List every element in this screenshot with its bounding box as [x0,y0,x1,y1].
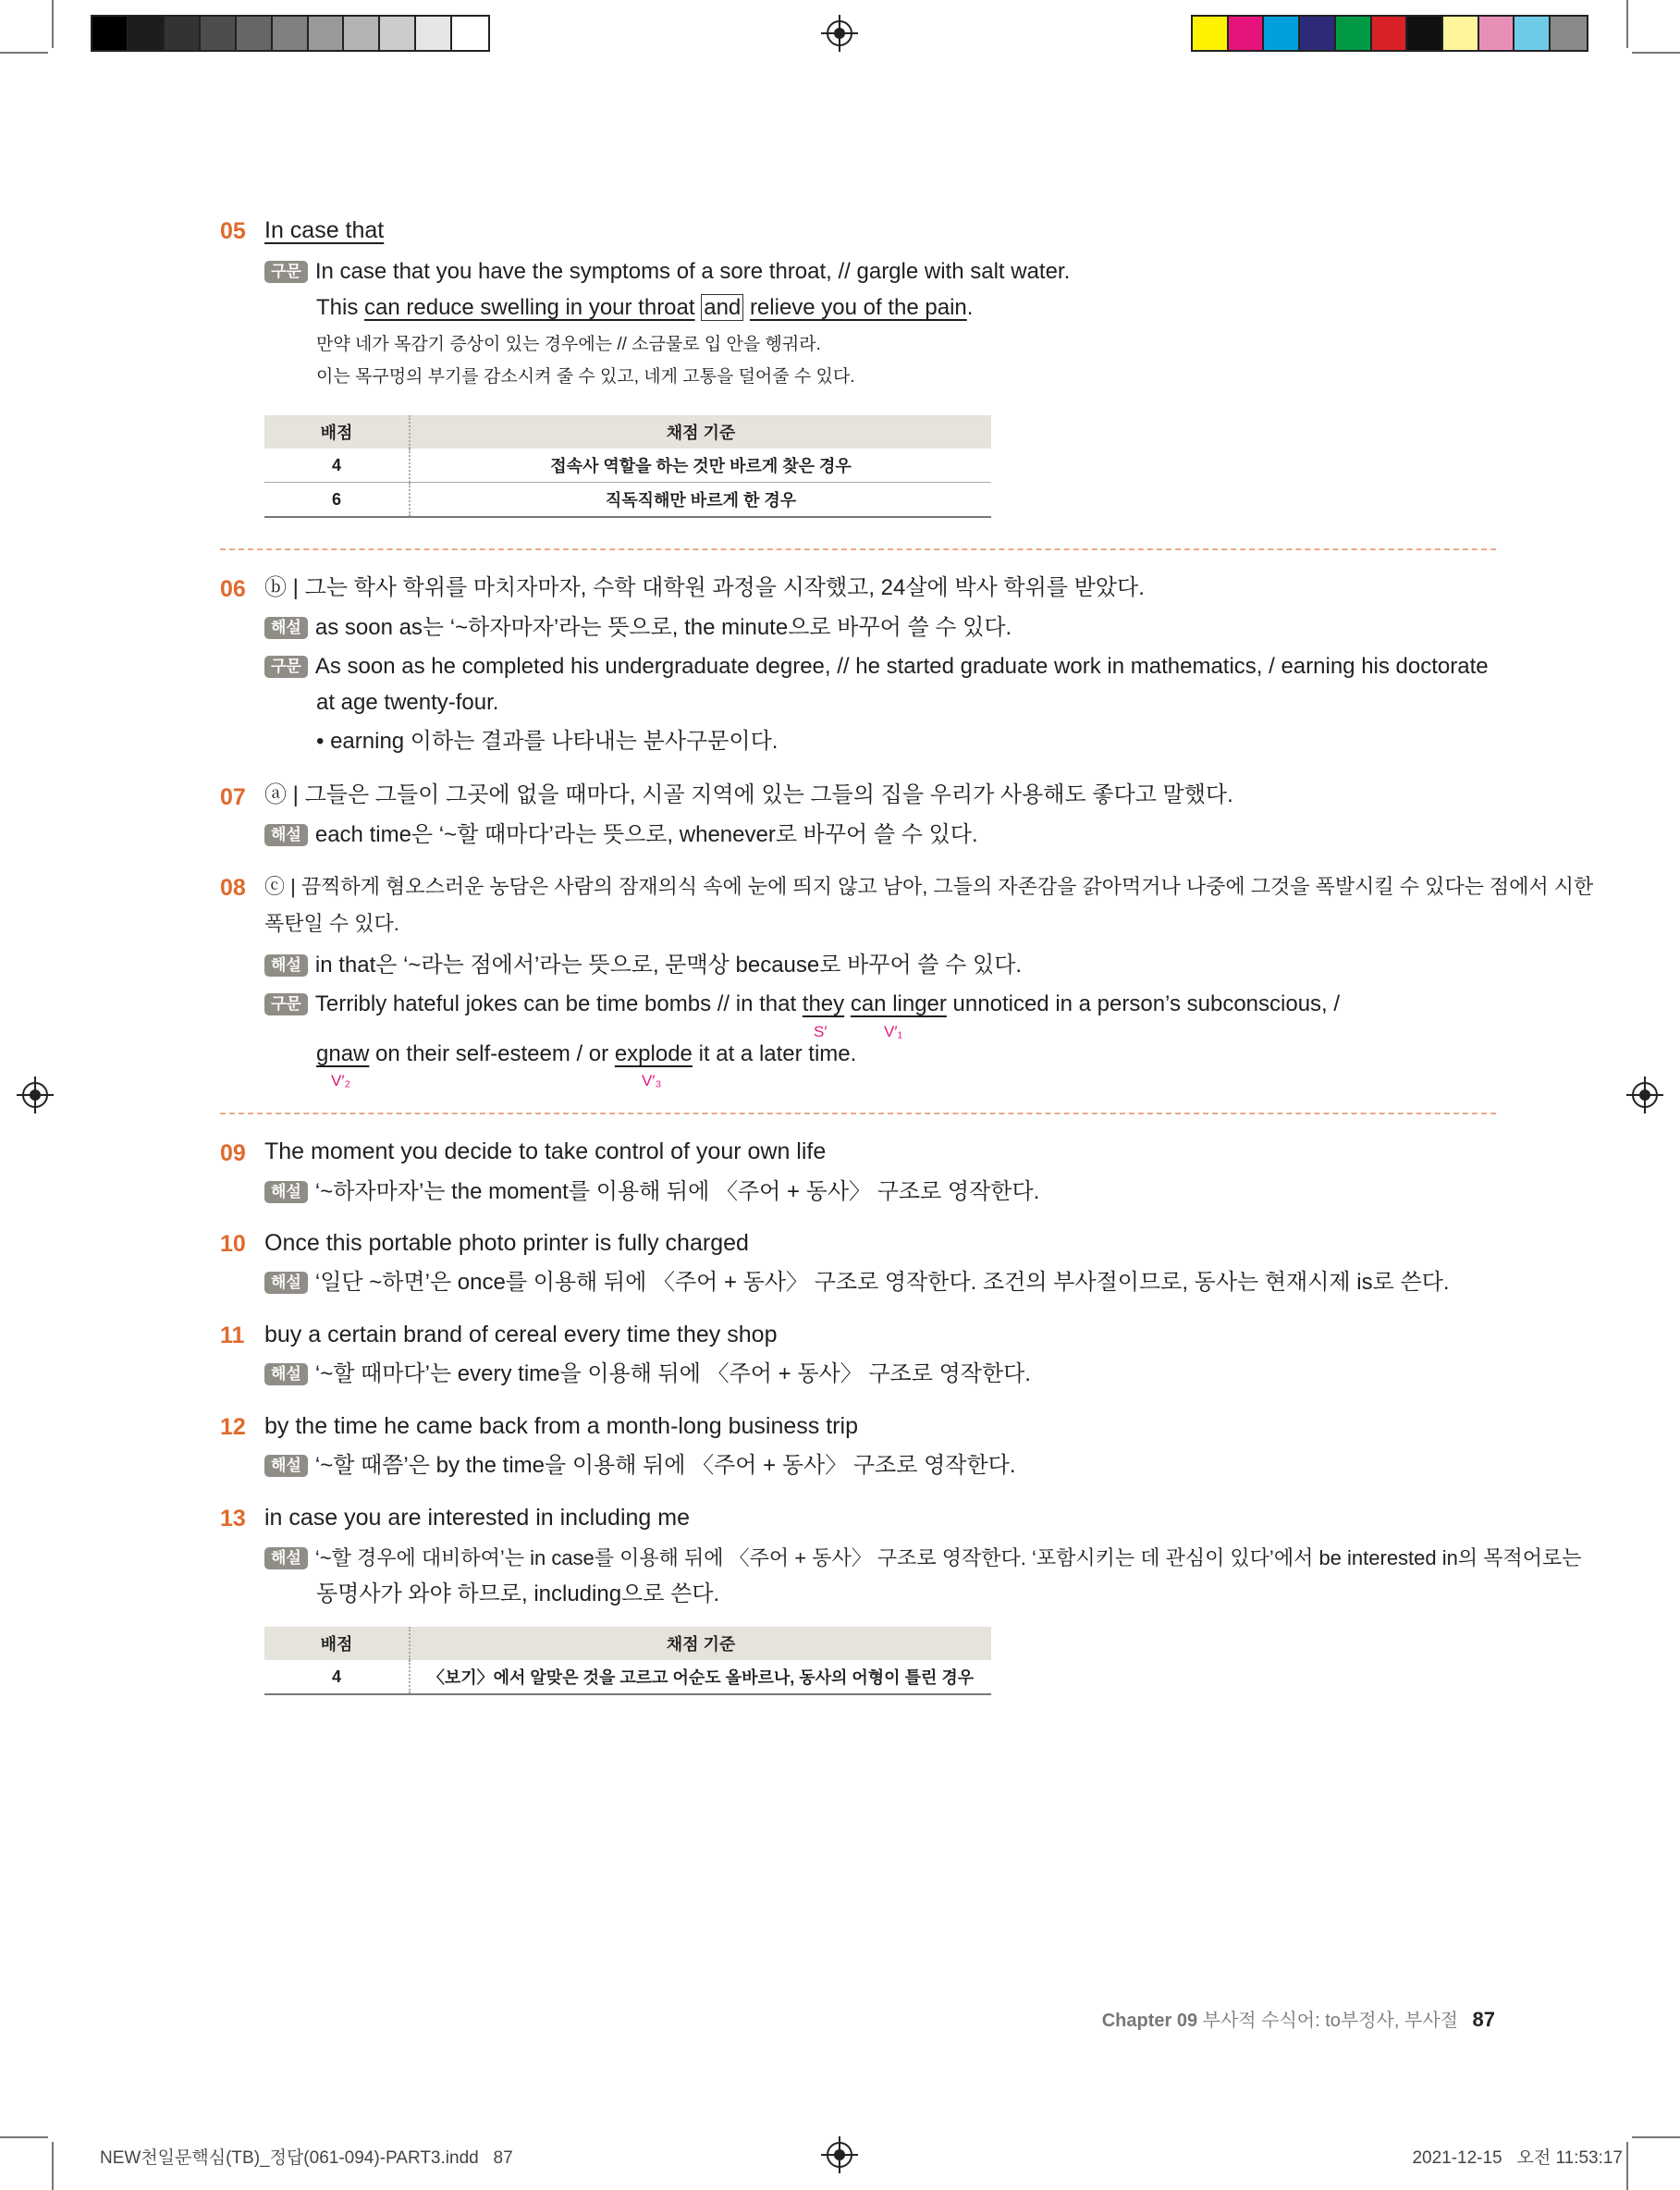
table-header: 채점 기준 [410,1627,991,1660]
gumun-line-2: at age twenty-four. [316,690,499,715]
table-cell: 〈보기〉에서 알맞은 것을 고르고 어순도 올바르나, 동사의 어형이 틀린 경우 [410,1660,991,1694]
haeseol-text: ‘일단 ~하면’은 once를 이용해 뒤에 〈주어 + 동사〉 구조로 영작한다. 조건의 부사절이므로, 동사는 현재시제 is로 쓴다. [314,1270,1450,1295]
item-number: 09 [220,1140,246,1166]
answer-text: The moment you decide to take control of your own life [264,1138,827,1164]
item-number: 07 [220,784,246,810]
haeseol-label: 해설 [264,1547,308,1569]
answer-text: buy a certain brand of cereal every time they shop [264,1322,778,1347]
haeseol-line [264,821,978,849]
text-fragment: on their self-esteem / or [369,1041,615,1066]
conjunction-box: and [701,294,743,321]
haeseol-line [264,1178,1039,1206]
crop-mark [52,0,54,48]
scoring-table [264,415,991,518]
haeseol-line [264,1360,1031,1388]
text-fragment: . [966,295,974,320]
registration-mark-icon [827,20,852,46]
table-row [264,449,991,483]
gumun-line [264,990,1340,1018]
answer-text: ⓐ | 그들은 그들이 그곳에 없을 때마다, 시골 지역에 있는 그들의 집을 우리가 사용해도 좋다고 말했다. [264,782,1233,807]
table-header: 배점 [264,415,410,449]
table-cell: 직독직해만 바르게 한 경우 [410,483,991,518]
haeseol-label: 해설 [264,1181,308,1203]
table-cell: 4 [264,1660,410,1694]
item-number: 11 [220,1323,245,1348]
subscript-label: V′₂ [331,1072,351,1089]
crop-mark [0,2136,48,2138]
crop-mark [1632,2136,1680,2138]
text-fragment: it at a later time. [692,1041,857,1066]
chapter-label: Chapter 09 [1101,2011,1198,2031]
answer-text: In case that [264,217,385,243]
table-cell: 접속사 역할을 하는 것만 바르게 찾은 경우 [410,449,991,483]
item-number: 13 [220,1506,246,1532]
running-footer [1102,2005,1495,2032]
page-number: 87 [1472,2008,1495,2031]
parallel-phrase-2: relieve you of the pain [749,295,967,320]
haeseol-line [264,952,1022,979]
translation-line: 이는 목구멍의 부기를 감소시켜 줄 수 있고, 네게 고통을 덜어줄 수 있다. [316,367,855,387]
subject-they: they [802,991,845,1016]
registration-mark-icon [1632,1082,1658,1108]
item-number: 05 [220,218,246,244]
divider [220,1113,1496,1114]
answer-text: in case you are interested in including me [264,1505,690,1531]
table-row [264,483,991,518]
gumun-text: In case that you have the symptoms of a sore throat, // gargle with salt water. [314,259,1071,284]
haeseol-label: 해설 [264,824,308,846]
haeseol-line [264,614,1012,642]
crop-mark [1632,52,1680,54]
haeseol-line-2: 동명사가 와야 하므로, including으로 쓴다. [316,1581,720,1606]
answer-text: ⓑ | 그는 학사 학위를 마치자마자, 수학 대학원 과정을 시작했고, 24살에 박사 학위를 받았다. [264,575,1145,600]
text-fragment: Terribly hateful jokes can be time bombs // in that [314,991,803,1016]
subscript-label: V′₃ [642,1072,662,1089]
gumun-label: 구문 [264,656,308,678]
chapter-title: 부사적 수식어: to부정사, 부사절 [1197,2011,1458,2031]
gumun-line-2 [316,294,973,322]
haeseol-line [264,1544,1582,1572]
color-bar [1191,15,1588,52]
gumun-label: 구문 [264,261,308,283]
haeseol-label: 해설 [264,1363,308,1385]
slug-timestamp: 2021-12-15 오전 11:53:17 [1412,2148,1623,2168]
item-number: 08 [220,875,246,901]
table-cell: 6 [264,483,410,518]
gumun-label: 구문 [264,993,308,1015]
verb-can-linger: can linger [850,991,947,1016]
answer-text: by the time he came back from a month-long business trip [264,1413,858,1439]
note-line: • earning 이하는 결과를 나타내는 분사구문이다. [316,729,779,754]
verb-gnaw: gnaw [316,1041,370,1066]
table-cell: 4 [264,449,410,483]
divider [220,548,1496,550]
table-header: 배점 [264,1627,410,1660]
item-number: 12 [220,1414,246,1440]
table-header: 채점 기준 [410,415,991,449]
crop-mark [1626,0,1628,48]
gumun-line-2 [316,1040,856,1068]
answer-text: Once this portable photo printer is fully charged [264,1230,749,1256]
subscript-label: V′₁ [884,1023,903,1040]
scoring-table [264,1627,991,1695]
table-row [264,1660,991,1694]
haeseol-label: 해설 [264,617,308,639]
item-number: 10 [220,1231,246,1257]
haeseol-line [264,1269,1450,1297]
haeseol-text: ‘~할 때쯤’은 by the time을 이용해 뒤에 〈주어 + 동사〉 구조로 영작한다. [314,1453,1016,1478]
answer-text-2: 폭탄일 수 있다. [264,912,399,935]
text-fragment: This [316,295,365,320]
haeseol-text: ‘~할 때마다’는 every time을 이용해 뒤에 〈주어 + 동사〉 구조로 영작한다. [314,1361,1031,1386]
crop-mark [1626,2142,1628,2190]
haeseol-text: as soon as는 ‘~하자마자’라는 뜻으로, the minute으로 바꾸어 쓸 수 있다. [314,615,1012,640]
crop-mark [0,52,48,54]
crop-mark [52,2142,54,2190]
haeseol-label: 해설 [264,1455,308,1477]
verb-explode: explode [614,1041,693,1066]
haeseol-label: 해설 [264,1272,308,1294]
subscript-label: S′ [814,1023,828,1040]
haeseol-text: in that은 ‘~라는 점에서’라는 뜻으로, 문맥상 because로 바꾸어 쓸 수 있다. [314,953,1023,978]
haeseol-label: 해설 [264,954,308,977]
translation-line: 만약 네가 목감기 증상이 있는 경우에는 // 소금물로 입 안을 헹궈라. [316,335,821,354]
haeseol-line [264,1452,1015,1480]
answer-text: ⓒ | 끔찍하게 혐오스러운 농담은 사람의 잠재의식 속에 눈에 띄지 않고 남아, 그들의 자존감을 갉아먹거나 나중에 그것을 폭발시킬 수 있다는 점에서 시한 [264,875,1594,898]
grayscale-bar [91,15,490,52]
gumun-line [264,653,1489,681]
item-number: 06 [220,576,246,602]
parallel-phrase-1: can reduce swelling in your throat [364,295,695,320]
gumun-text: As soon as he completed his undergraduate degree, // he started graduate work in mathematics, / earning his doctorate [314,654,1489,679]
haeseol-text: ‘~하자마자’는 the moment를 이용해 뒤에 〈주어 + 동사〉 구조로 영작한다. [314,1179,1040,1204]
registration-mark-icon [827,2142,852,2168]
haeseol-text: ‘~할 경우에 대비하여’는 in case를 이용해 뒤에 〈주어 + 동사〉 구조로 영작한다. ‘포함시키는 데 관심이 있다’에서 be interested in의 목적어로는 [314,1546,1582,1569]
slug-filename: NEW천일문핵심(TB)_정답(061-094)-PART3.indd 87 [100,2148,513,2168]
gumun-line [264,258,1070,286]
registration-mark-icon [22,1082,48,1108]
text-fragment: unnoticed in a person’s subconscious, / [946,991,1341,1016]
haeseol-text: each time은 ‘~할 때마다’라는 뜻으로, whenever로 바꾸어 쓸 수 있다. [314,822,978,847]
